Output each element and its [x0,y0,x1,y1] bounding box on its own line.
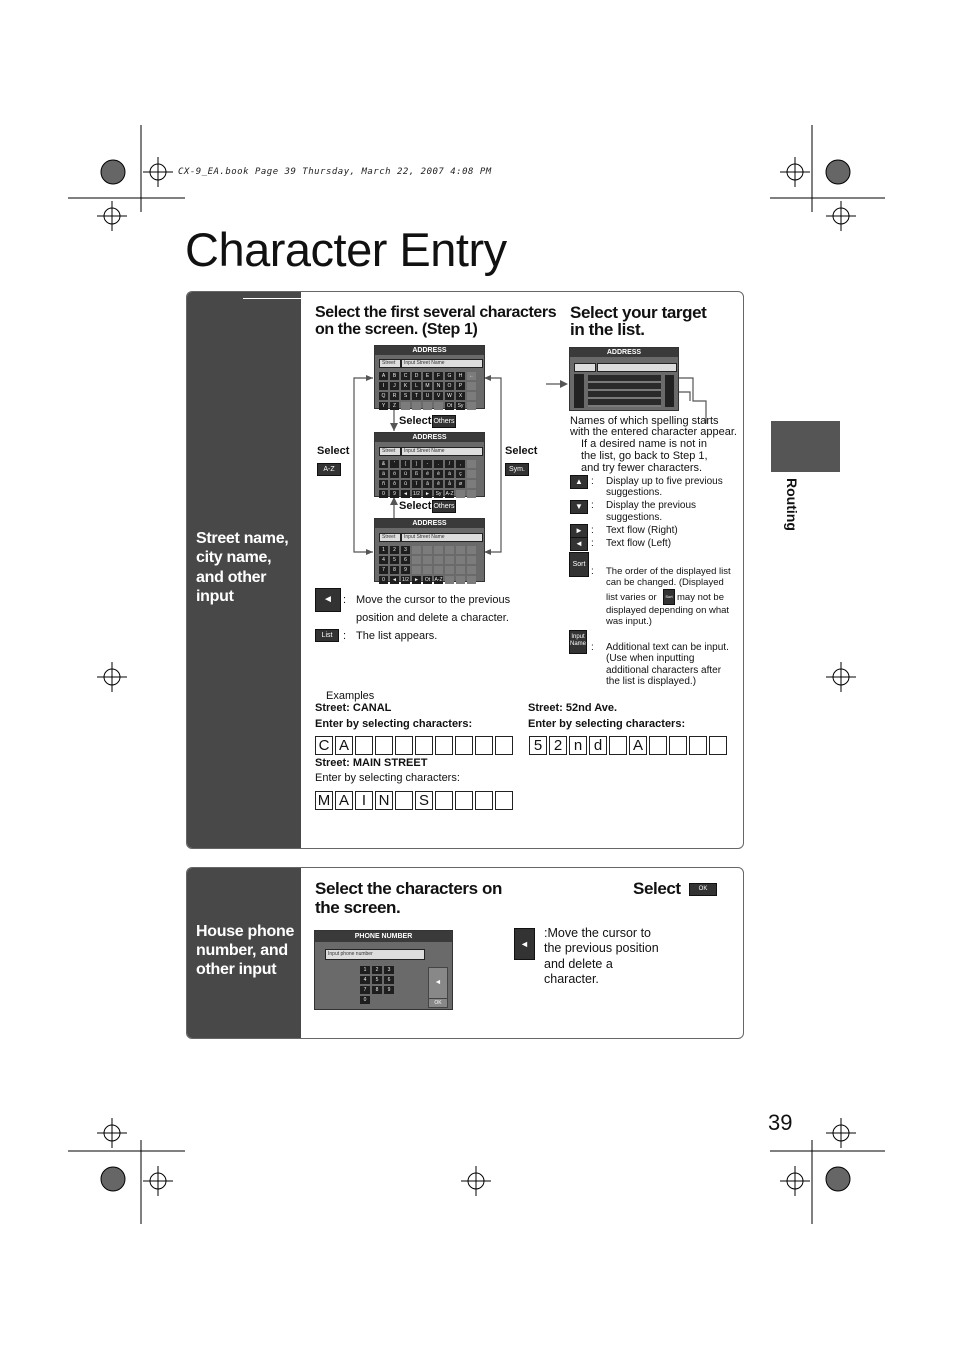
char-box: N [375,791,393,810]
letter-keypad[interactable]: A B C D E F G H ← I J K L M N O P Q R S T U V W X Y Z Ot Sy [379,372,476,410]
char-box [435,791,453,810]
list-desc: The list appears. [356,630,438,642]
char-box: C [315,736,333,755]
input-name-icon: Input Name [569,630,587,654]
page-down-icon: ▼ [570,500,588,514]
char-box [455,736,473,755]
street-input[interactable]: Input Street Name [401,533,483,542]
char-box [435,736,453,755]
char-box: M [315,791,333,810]
panel-label-column [187,868,301,1038]
char-box: 5 [529,736,547,755]
example-enter-label: Enter by selecting characters: [315,718,473,730]
phone-keypad[interactable]: 1 2 3 4 5 6 7 8 9 0 [360,966,394,1004]
page-number: 39 [768,1110,793,1135]
panel-label-line: Street name, [196,530,289,547]
char-box [395,791,413,810]
panel-label-line: and other [196,569,267,586]
step1-title-line: on the screen. (Step 1) [315,321,478,338]
names-desc-line: with the entered character appear. [570,426,737,438]
screen-title: ADDRESS [375,433,484,442]
ok-button[interactable]: OK [689,883,717,896]
text-left-icon: ◄ [570,537,588,551]
char-box: S [415,791,433,810]
list-scroll-controls[interactable] [665,375,674,407]
names-desc-line: Names of which spelling starts [570,415,719,427]
example-canal-boxes [315,736,513,755]
char-box: d [589,736,607,755]
char-box: I [355,791,373,810]
target-title-line: Select your target [570,303,707,322]
char-box: A [335,736,353,755]
file-header: CX-9_EA.book Page 39 Thursday, March 22, 2007 4:08 PM [178,167,492,177]
names-desc-line: the list, go back to Step 1, [581,450,708,462]
panel-label-line: other input [196,961,277,978]
list-button[interactable]: List [315,629,339,642]
back-desc-line: Move the cursor to the previous [356,594,511,606]
sort-desc-line: list varies or [606,592,657,603]
select-label: Select [317,445,350,457]
char-box [415,736,433,755]
char-box [689,736,707,755]
sort-desc-line: can be changed. (Displayed [606,577,724,588]
down-desc-line: suggestions. [606,512,663,523]
number-keypad[interactable]: 1 2 3 4 5 6 7 8 9 0 ◄ 1/2 ► Ot A-Z [379,546,476,584]
screen-title: ADDRESS [375,346,484,355]
phone-back-desc-line: character. [544,972,599,986]
left-desc: Text flow (Left) [606,538,672,549]
sort-small-icon: Sort [663,589,675,605]
sort-icon: Sort [569,552,589,577]
names-desc-line: If a desired name is not in [581,438,707,450]
select-label: Select [399,500,432,512]
up-desc-line: Display up to five previous [606,476,723,487]
az-button[interactable]: A-Z [317,463,341,476]
input-desc-line: Additional text can be input. [606,642,729,653]
panel-label-line: city name, [196,549,272,566]
back-arrow-icon: ◄ [514,928,535,960]
text-right-icon: ► [570,524,588,538]
section-label: Routing [784,478,800,531]
right-desc: Text flow (Right) [606,525,678,536]
down-desc-line: Display the previous [606,500,697,511]
target-title-line: in the list. [570,320,645,339]
phone-title-line: Select the characters on [315,879,502,898]
street-input[interactable]: Input Street Name [401,447,483,456]
char-box [669,736,687,755]
street-tab[interactable]: Street [379,359,401,368]
phone-back-desc-line: :Move the cursor to [544,926,651,940]
delete-key[interactable]: ◄ [428,967,448,999]
back-desc-line: position and delete a character. [356,612,509,624]
char-box [375,736,393,755]
screen-title: ADDRESS [375,519,484,528]
address-screen-alphabet [374,345,485,409]
char-box [709,736,727,755]
examples-heading: Examples [326,690,375,702]
char-box [355,736,373,755]
char-box [395,736,413,755]
example-52nd-boxes [529,736,727,755]
sym-button[interactable]: Sym. [505,463,529,476]
example-enter-label: Enter by selecting characters: [315,772,460,784]
input-desc-line: (Use when inputting [606,653,695,664]
address-list-screen [569,347,679,411]
example-enter-label: Enter by selecting characters: [528,718,686,730]
char-box [475,791,493,810]
others-button[interactable]: Others [432,415,456,428]
sort-desc-line: displayed depending on what [606,605,730,616]
char-box [609,736,627,755]
select-label: Select [505,445,538,457]
address-screen-numbers [374,518,485,582]
panel-label-line: House phone [196,923,295,940]
phone-title-line: the screen. [315,898,401,917]
street-tab[interactable]: Street [379,447,401,456]
ok-key[interactable]: OK [428,998,448,1008]
suggestion-list[interactable] [588,375,661,407]
phone-number-screen [314,930,453,1010]
char-box [649,736,667,755]
panel-label-line: input [196,588,234,605]
select-label: Select [399,415,432,427]
others-button[interactable]: Others [432,500,456,513]
input-desc-line: the list is displayed.) [606,676,697,687]
char-box [495,736,513,755]
char-box [475,736,493,755]
input-desc-line: additional characters after [606,665,722,676]
sort-desc-line: The order of the displayed list [606,566,731,577]
panel-label-line: number, and [196,942,288,959]
char-box [495,791,513,810]
sort-desc-line: may not be [677,592,724,603]
select-label: Select [633,879,681,898]
step1-title-line: Select the first several characters [315,304,557,321]
char-box: A [335,791,353,810]
screen-title: ADDRESS [570,348,678,357]
example-main-street-boxes [315,791,513,810]
symbol-keypad[interactable]: & ' ( ) - . / , ä ö ü ß é è à ç ñ ô û î â ê å ø 0 9 ◄ 1/2 ► Sy A-Z [379,460,476,498]
up-desc-line: suggestions. [606,487,663,498]
names-desc-line: and try fewer characters. [581,462,703,474]
street-input[interactable]: Input Street Name [401,359,483,368]
phone-back-desc-line: the previous position [544,941,659,955]
list-side-controls[interactable] [574,374,584,408]
char-box: A [629,736,647,755]
example-street: Street: CANAL [315,702,392,714]
phone-input[interactable]: Input phone number [325,949,425,960]
char-box [455,791,473,810]
street-tab[interactable]: Street [379,533,401,542]
page-title: Character Entry [185,223,507,276]
char-box: 2 [549,736,567,755]
back-arrow-icon: ◄ [315,588,341,612]
example-street: Street: MAIN STREET [315,757,428,769]
example-street: Street: 52nd Ave. [528,702,618,714]
page-up-icon: ▲ [570,475,588,489]
address-screen-symbols [374,432,485,497]
char-box: n [569,736,587,755]
screen-title: PHONE NUMBER [315,931,452,942]
phone-back-desc-line: and delete a [544,957,613,971]
sort-desc-line: was input.) [606,616,652,627]
